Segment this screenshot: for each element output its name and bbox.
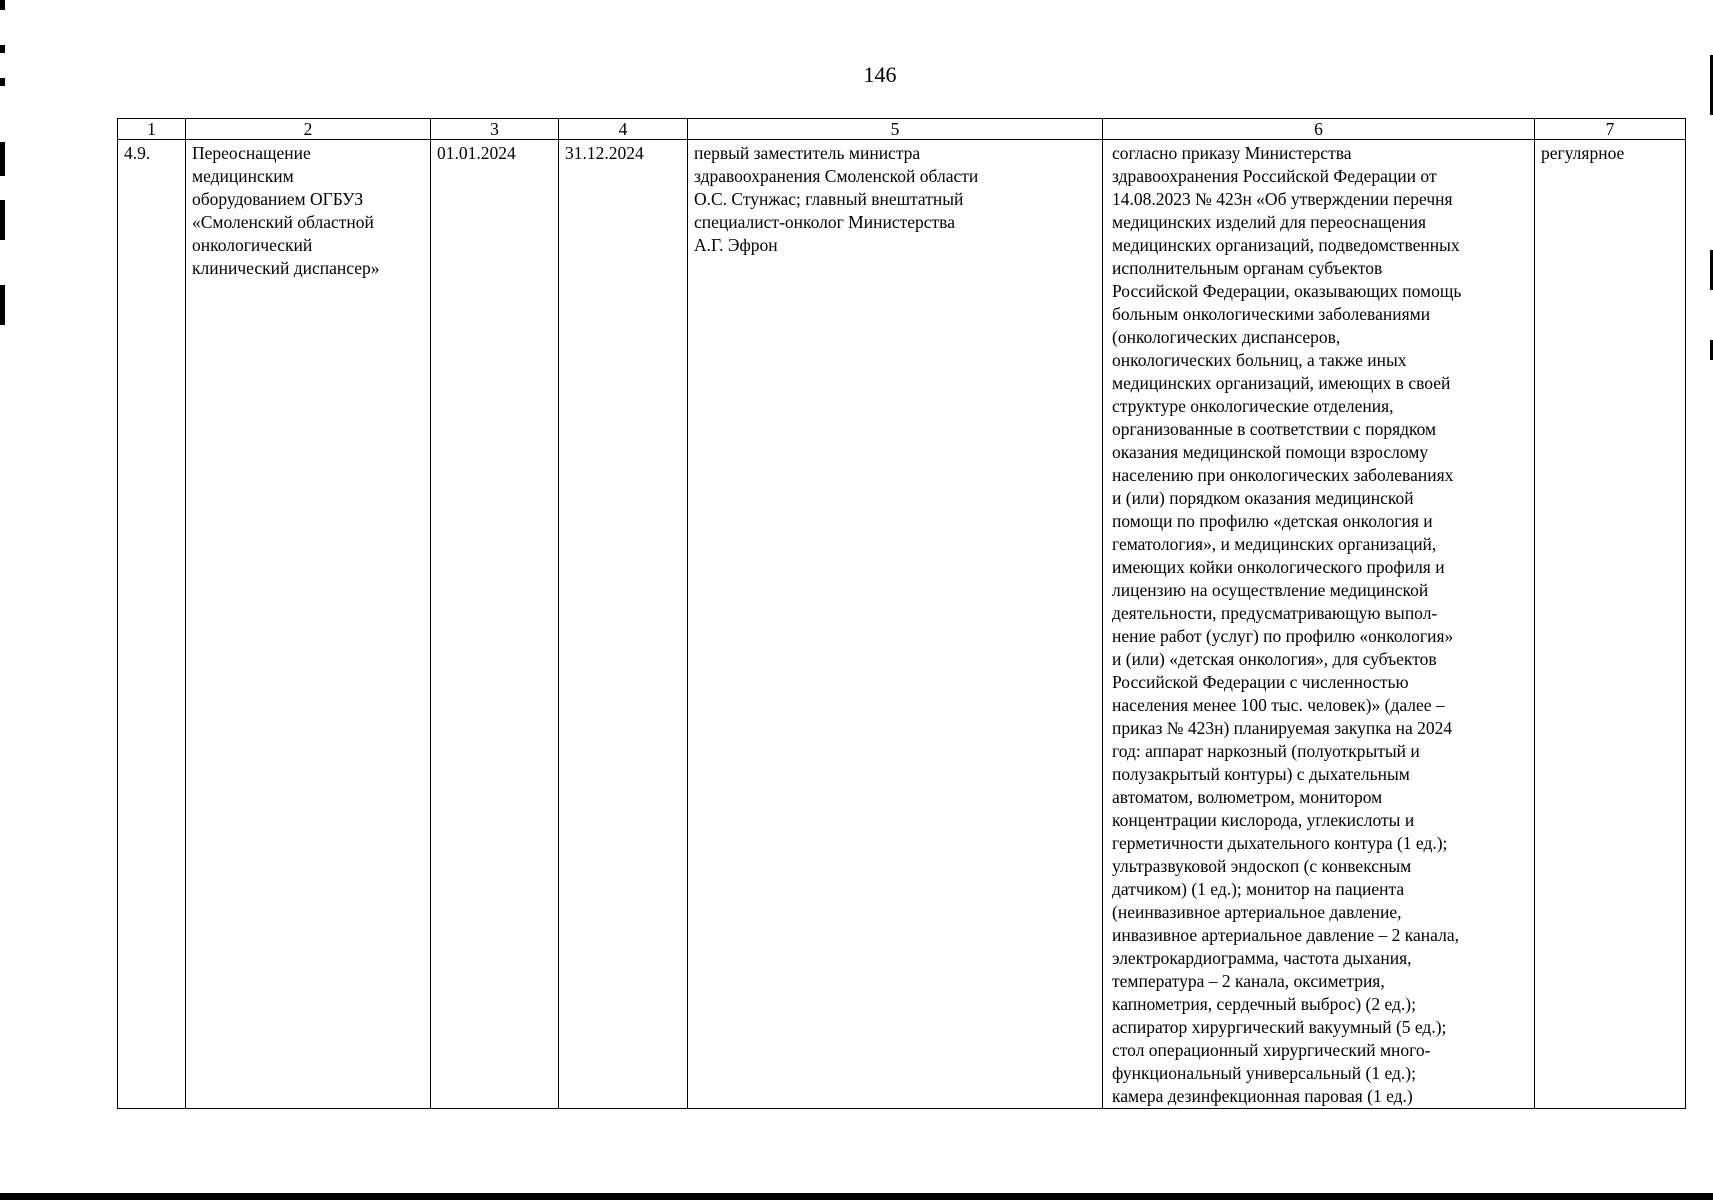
description-lines	[1112, 142, 1528, 1108]
scan-bottom-edge	[0, 1193, 1713, 1200]
text-line: камера дезинфекционная паровая (1 ед.)	[1112, 1086, 1413, 1106]
text-line: аспиратор хирургический вакуумный (5 ед.);	[1112, 1017, 1447, 1037]
text-line: Российской Федерации, оказывающих помощь	[1112, 281, 1462, 301]
text-line: первый заместитель министра	[694, 143, 921, 163]
text-line: медицинским	[192, 166, 294, 186]
scan-edge-right	[1709, 0, 1713, 1200]
header-col-2: 2	[186, 119, 431, 140]
scan-edge-left	[0, 0, 5, 1200]
text-line: имеющих койки онкологического профиля и	[1112, 557, 1445, 577]
plan-table	[117, 118, 1686, 1109]
header-col-7: 7	[1535, 119, 1686, 140]
text-line: онкологический	[192, 235, 313, 255]
text-line: оказания медицинской помощи взрослому	[1112, 442, 1429, 462]
text-line: организованные в соответствии с порядком	[1112, 419, 1437, 439]
text-line: А.Г. Эфрон	[694, 235, 778, 255]
text-line: О.С. Стунжас; главный внештатный	[694, 189, 964, 209]
text-line: и (или) порядком оказания медицинской	[1112, 488, 1414, 508]
text-line: и (или) «детская онкология», для субъектов	[1112, 649, 1437, 669]
text-line: инвазивное артериальное давление – 2 канала,	[1112, 925, 1459, 945]
start-date: 01.01.2024	[431, 140, 559, 1109]
text-line: электрокардиограмма, частота дыхания,	[1112, 948, 1412, 968]
text-line: концентрации кислорода, углекислоты и	[1112, 810, 1415, 830]
text-line: «Смоленский областной	[192, 212, 374, 232]
text-line: нение работ (услуг) по профилю «онкология»	[1112, 626, 1454, 646]
text-line: помощи по профилю «детская онкология и	[1112, 511, 1433, 531]
text-line: исполнительным органам субъектов	[1112, 258, 1383, 278]
text-line: (неинвазивное артериальное давление,	[1112, 902, 1402, 922]
text-line: здравоохранения Российской Федерации от	[1112, 166, 1437, 186]
text-line: приказ № 423н) планируемая закупка на 2024	[1112, 718, 1453, 738]
scan-mark	[0, 200, 5, 240]
scan-mark	[0, 45, 5, 53]
text-line: 14.08.2023 № 423н «Об утверждении перечня	[1112, 189, 1453, 209]
text-line: структуре онкологические отделения,	[1112, 396, 1394, 416]
header-col-1: 1	[118, 119, 186, 140]
header-row	[118, 119, 1686, 140]
text-line: специалист-онколог Министерства	[694, 212, 955, 232]
text-line: полузакрытый контуры) с дыхательным	[1112, 764, 1410, 784]
text-line: капнометрия, сердечный выброс) (2 ед.);	[1112, 994, 1416, 1014]
text-line: Переоснащение	[192, 143, 311, 163]
text-line: год: аппарат наркозный (полуоткрытый и	[1112, 741, 1420, 761]
scan-mark	[0, 285, 5, 325]
text-line: медицинских организаций, подведомственных	[1112, 235, 1460, 255]
row-number: 4.9.	[118, 140, 186, 1109]
text-line: онкологических больниц, а также иных	[1112, 350, 1407, 370]
text-line: лицензию на осуществление медицинской	[1112, 580, 1429, 600]
table-row	[118, 140, 1686, 1109]
text-line: населению при онкологических заболеваниях	[1112, 465, 1454, 485]
text-line: герметичности дыхательного контура (1 ед.);	[1112, 833, 1448, 853]
text-line: медицинских изделий для переоснащения	[1112, 212, 1427, 232]
scan-mark	[0, 142, 5, 176]
text-line: здравоохранения Смоленской области	[694, 166, 979, 186]
header-col-6: 6	[1103, 119, 1535, 140]
text-line: автоматом, волюметром, монитором	[1112, 787, 1383, 807]
scan-mark	[0, 0, 5, 10]
header-col-3: 3	[431, 119, 559, 140]
header-col-4: 4	[559, 119, 688, 140]
page-number: 146	[863, 62, 897, 87]
header-col-5: 5	[688, 119, 1103, 140]
text-line: оборудованием ОГБУЗ	[192, 189, 364, 209]
text-line: ультразвуковой эндоскоп (с конвексным	[1112, 856, 1412, 876]
text-line: Российской Федерации с численностью	[1112, 672, 1409, 692]
activity-type: регулярное	[1535, 140, 1686, 1109]
text-line: больным онкологическими заболеваниями	[1112, 304, 1431, 324]
activity-name	[186, 140, 431, 1109]
text-line: деятельности, предусматривающую выпол-	[1112, 603, 1438, 623]
end-date: 31.12.2024	[559, 140, 688, 1109]
responsible-persons	[688, 140, 1103, 1109]
activity-description	[1103, 140, 1535, 1109]
text-line: (онкологических диспансеров,	[1112, 327, 1341, 347]
text-line: гематология», и медицинских организаций,	[1112, 534, 1437, 554]
text-line: стол операционный хирургический много-	[1112, 1040, 1431, 1060]
text-line: датчиком) (1 ед.); монитор на пациента	[1112, 879, 1405, 899]
text-line: согласно приказу Министерства	[1112, 143, 1352, 163]
text-line: температура – 2 канала, оксиметрия,	[1112, 971, 1385, 991]
text-line: медицинских организаций, имеющих в своей	[1112, 373, 1451, 393]
text-line: функциональный универсальный (1 ед.);	[1112, 1063, 1416, 1083]
text-line: населения менее 100 тыс. человек)» (далее –	[1112, 695, 1445, 715]
text-line: клинический диспансер»	[192, 258, 380, 278]
